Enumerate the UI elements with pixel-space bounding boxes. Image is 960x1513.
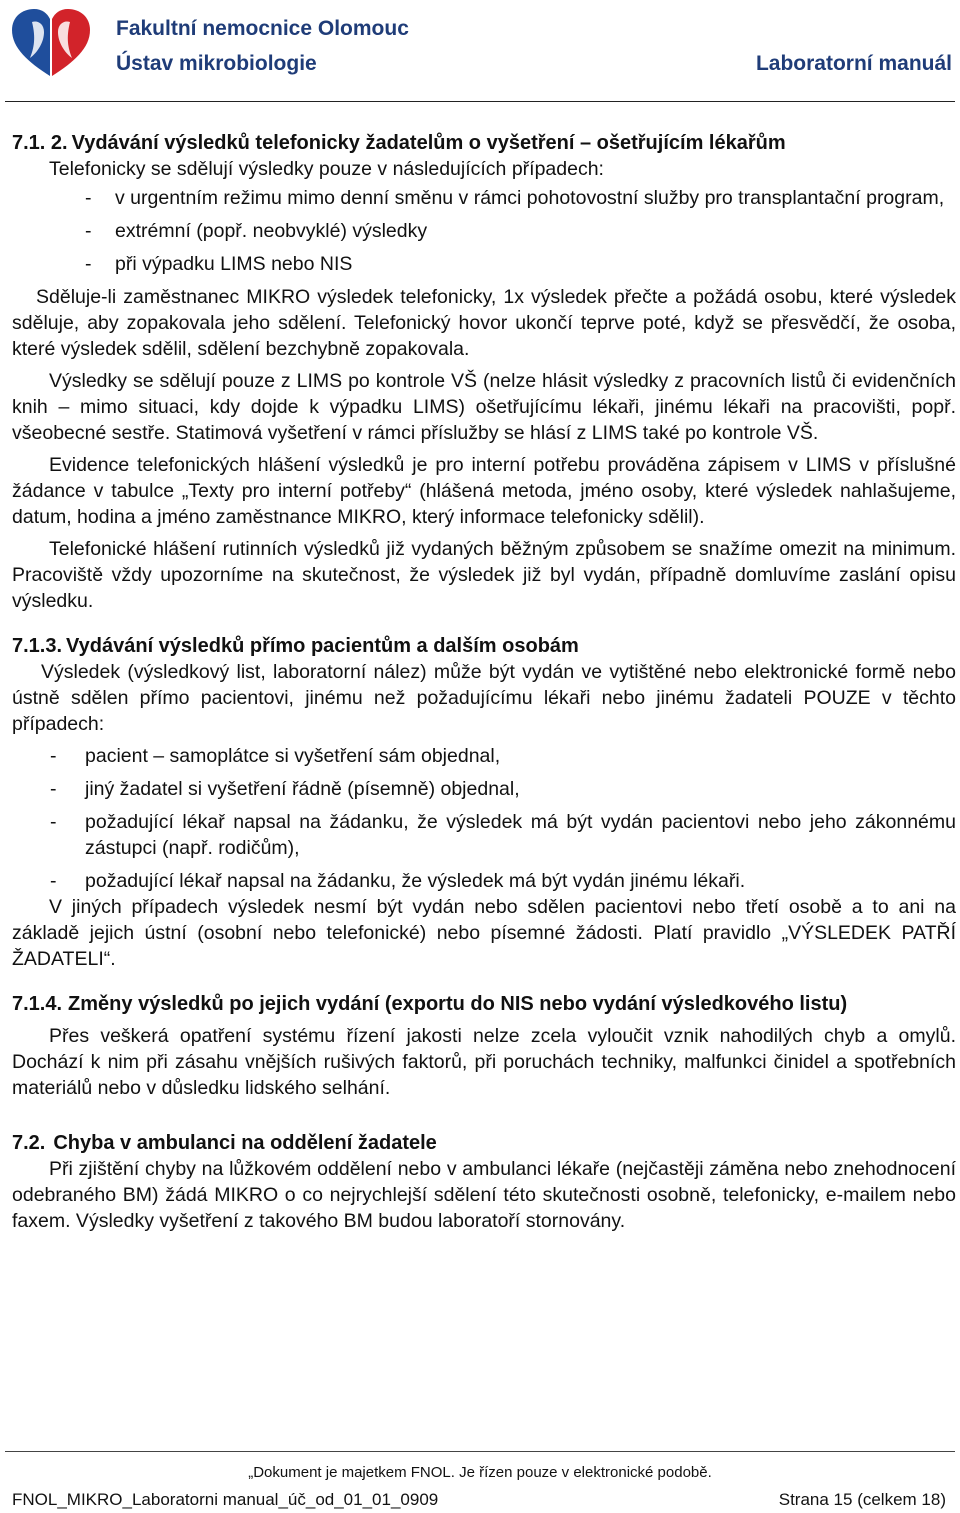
section-title: Vydávání výsledků telefonicky žadatelům o vyšetření – ošetřujícím lékařům [71,132,786,154]
section-number: 7.1.3. [12,635,63,657]
document-type: Laboratorní manuál [755,52,952,75]
section-heading-7-1-4 [12,991,956,1017]
paragraph: Přes veškerá opatření systému řízení jakosti nelze zcela vyloučit vznik nahodilých chyb a omylů. Dochází k nim při zásahu vnějších rušivých faktorů, při poruchách techniky, malfunkci činidel a spotřebních materiálů nebo v důsledku lidského selhání. [12,1025,956,1099]
condition-list [12,185,956,277]
list-item: - extrémní (popř. neobvyklé) výsledky [85,220,428,242]
section-number: 7.1.4. [12,993,63,1015]
hospital-name: Fakultní nemocnice Olomouc [116,17,409,40]
paragraph: Telefonicky se sdělují výsledky pouze v následujících případech: [49,158,604,180]
section-heading-7-1-3 [12,633,956,659]
document-id: FNOL_MIKRO_Laboratorni manual_úč_od_01_01_0909 [12,1490,439,1509]
case-list [12,743,956,894]
section-title: Vydávání výsledků přímo pacientům a dalším osobám [66,635,579,657]
list-item: - pacient – samoplátce si vyšetření sám objednal, [50,745,501,767]
paragraph: V jiných případech výsledek nesmí být vydán nebo sdělen pacientovi nebo třetí osobě a to ani na základě jejich ústní (osobní nebo telefonické) nebo písemné žádosti. Platí pravidlo „VÝSLEDEK PATŘÍ ŽADATELI“. [12,896,956,970]
paragraph: Výsledky se sdělují pouze z LIMS po kontrole VŠ (nelze hlásit výsledky z pracovních listů či evidenčních knih – mimo situaci, kdy dojde k výpadku LIMS) ošetřujícímu lékaři, jinému lékaři na pracovišti, popř. všeobecné sestře. Statimová vyšetření v rámci příslužby se hlásí z LIMS také po kontrole VŠ. [12,370,956,444]
section-title: Změny výsledků po jejich vydání (exportu do NIS nebo vydání výsledkového listu) [68,993,848,1015]
paragraph: Telefonické hlášení rutinních výsledků již vydaných běžným způsobem se snažíme omezit na minimum. Pracoviště vždy upozorníme na skutečnost, že výsledek již byl vydán, případně domluvíme zaslání opisu výsledku. [12,538,956,612]
document-body [12,130,956,1234]
section-title: Chyba v ambulanci na oddělení žadatele [53,1132,437,1154]
department-name: Ústav mikrobiologie [116,52,317,75]
page-number: Strana 15 (celkem 18) [778,1490,946,1509]
paragraph: Evidence telefonických hlášení výsledků je pro interní potřebu prováděna zápisem v LIMS v příslušné žádance v tabulce „Texty pro interní potřeby“ (hlášená metoda, jméno osoby, které výsledek nahlašujeme, datum, hodina a jméno zaměstnance MIKRO, který informace telefonicky sdělil). [12,454,956,528]
section-heading-7-1-2 [12,130,956,156]
paragraph: Při zjištění chyby na lůžkovém oddělení nebo v ambulanci lékaře (nejčastěji záměna nebo znehodnocení odebraného BM) žádá MIKRO o co nejrychlejší sdělení této skutečnosti osobně, telefonicky, e-mailem nebo faxem. Výsledky vyšetření z takového BM budou laboratoří stornovány. [12,1158,956,1232]
list-item: - jiný žadatel si vyšetření řádně (písemně) objednal, [50,778,520,800]
list-item: - při výpadku LIMS nebo NIS [85,253,353,275]
section-number: 7.2. [12,1132,46,1154]
footer-divider [5,1451,955,1452]
paragraph: Výsledek (výsledkový list, laboratorní nález) může být vydán ve vytištěné nebo elektronické formě nebo ústně sdělen přímo pacientovi, jinému než požadujícímu lékaři nebo jinému žadateli POUZE v těchto případech: [12,661,956,735]
section-heading-7-2 [12,1130,956,1156]
footer-ownership-note: „Dokument je majetkem FNOL. Je řízen pouze v elektronické podobě. [248,1464,712,1481]
header-divider [5,101,955,102]
list-item: - požadující lékař napsal na žádanku, že výsledek má být vydán pacientovi nebo jeho zákonnému zástupci (např. rodičům), [50,811,956,859]
list-item: - požadující lékař napsal na žádanku, že výsledek má být vydán jinému lékaři. [50,870,746,892]
section-number: 7.1. 2. [12,132,68,154]
hospital-logo-icon [10,8,92,78]
page-header [0,0,960,103]
list-item: - v urgentním režimu mimo denní směnu v rámci pohotovostní služby pro transplantační program, [85,187,945,209]
paragraph: Sděluje-li zaměstnanec MIKRO výsledek telefonicky, 1x výsledek přečte a požádá osobu, které výsledek sděluje, aby zopakovala jeho sdělení. Telefonický hovor ukončí teprve poté, když se přesvědčí, že osoba, které výsledek sdělil, sdělení bezchybně zopakovala. [12,286,956,360]
